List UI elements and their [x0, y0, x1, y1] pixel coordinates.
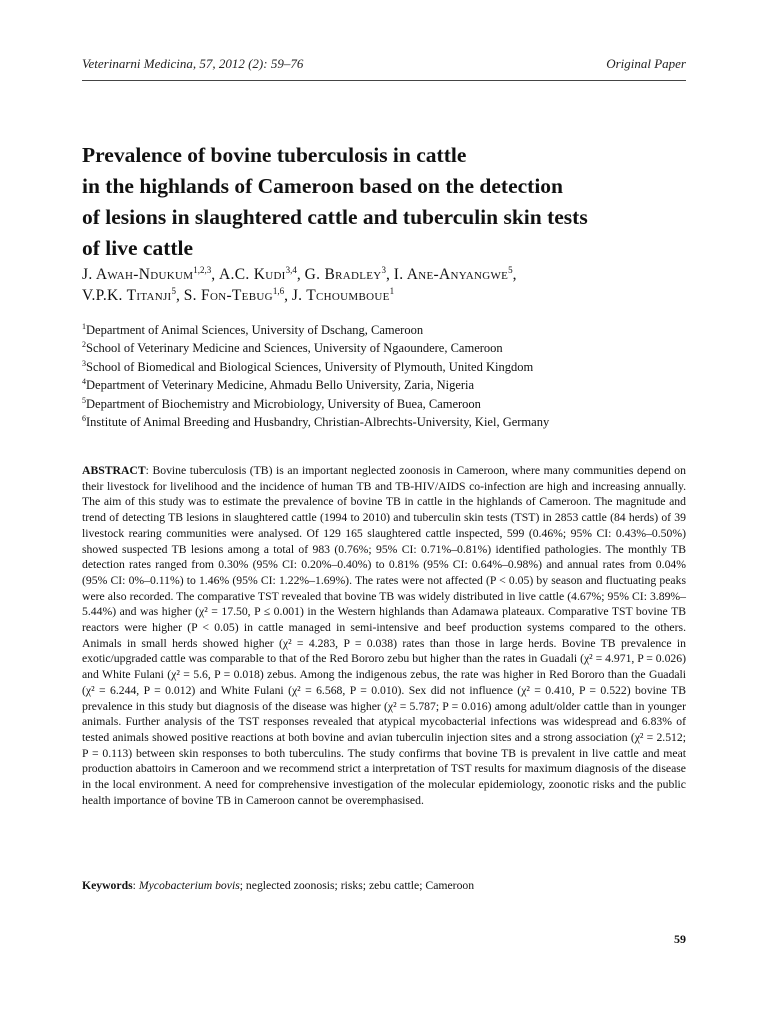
keywords-label: Keywords [82, 879, 133, 892]
affiliation-number: 3 [82, 358, 86, 368]
author-separator: , [386, 266, 394, 283]
affiliation-item [82, 395, 686, 413]
affiliation-text: School of Veterinary Medicine and Sciences, University of Ngaoundere, Cameroon [86, 341, 503, 356]
author-name: J. Tchoumboue [291, 287, 390, 304]
title-line: of live cattle [82, 236, 194, 260]
abstract-text: Bovine tuberculosis (TB) is an important neglected zoonosis in Cameroon, where many communities depend on their livestock for livelihood and the incidence of human TB and TB-HIV/AIDS co-infection are high and increasing annually. The aim of this study was to estimate the prevalence of bovine TB in cattle in the highlands of Cameroon. The magnitude and trend of detecting TB lesions in slaughtered cattle (1994 to 2010) and tuberculin skin tests (TST) in 2853 cattle (84 herds) of 39 livestock rearing communities were analysed. Of 129 165 slaughtered cattle inspected, 599 (0.46%; 95% CI: 0.43%–0.50%) showed suspected TB lesions among a total of 983 (0.76%; 95% CI: 0.71%–0.81%) identified pathologies. The monthly TB detection rates ranged from 0.30% (95% CI: 0.20%–0.40%) to 0.81% (95% CI: 0.64%–0.98%) and annual rates from 0.04% (95% CI: 0%–0.11%) to 1.46% (95% CI: 1.22%–1.69%). The rates were not affected (P < 0.05) by season and fluctuating peaks were also recorded. The comparative TST revealed that bovine TB was widely distributed in live cattle (4.67%; 95% CI: 3.89%–5.44%) and was higher (χ² = 17.50, P ≤ 0.001) in the Western highlands than Adamawa plateaux. Comparative TST bovine TB reactors were higher (P < 0.05) in cattle managed in semi-intensive and beef production systems compared to the others. Animals in small herds showed higher (χ² = 4.283, P = 0.038) rates than those in large herds. Bovine TB prevalence in exotic/upgraded cattle was comparable to that of the Red Bororo zebu but higher than the rates in Guadali (χ² = 4.971, P = 0.026) and White Fulani (χ² = 5.6, P = 0.018) zebus. Among the indigenous zebus, the rate was higher in Red Bororo than the Guadali (χ² = 6.244, P = 0.012) and White Fulani (χ² = 6.568, P = 0.010). Sex did not influence (χ² = 0.410, P = 0.522) bovine TB prevalence in this study but diagnosis of the disease was higher (χ² = 5.787; P = 0.016) among adult/older cattle than in younger animals. Further analysis of the TST responses revealed that atypical mycobacterial infections was widespread and 6.83% of tested animals showed positive reactions at both bovine and avian tuberculin injection sites and a strong association (χ² = 2.512; P = 0.113) between skin responses to both tuberculins. The study confirms that bovine TB is prevalent in live cattle and meat production abattoirs in Cameroon and we recommend strict a interpretation of TST results for maximum diagnosis of the disease in the local environment. A need for comprehensive investigation of the molecular epidemiology, zoonotic risks and the public health importance of bovine TB in Cameroon cannot be overemphasised. [82, 464, 686, 807]
title-line: of lesions in slaughtered cattle and tuberculin skin tests [82, 205, 588, 229]
author-separator: , [284, 287, 292, 304]
page-number: 59 [674, 932, 686, 946]
affiliation-text: Department of Veterinary Medicine, Ahmadu Bello University, Zaria, Nigeria [86, 378, 475, 393]
author-affiliation-marker: 3 [381, 264, 387, 275]
keywords: Keywords: Mycobacterium bovis; neglected zoonosis; risks; zebu cattle; Cameroon [82, 879, 475, 892]
author-affiliation-marker: 1,6 [272, 285, 285, 296]
author-name: I. Ane-Anyangwe [393, 266, 509, 283]
affiliation-number: 2 [82, 340, 86, 350]
affiliation-number: 5 [82, 395, 86, 405]
affiliation-item [82, 321, 686, 339]
article-type: Original Paper [606, 56, 686, 71]
author-name: S. Fon-Tebug [183, 287, 273, 304]
affiliation-text: School of Biomedical and Biological Sciences, University of Plymouth, United Kingdom [86, 359, 534, 374]
author-affiliation-marker: 5 [171, 285, 177, 296]
author-name: G. Bradley [304, 266, 382, 283]
author-name: A.C. Kudi [219, 266, 286, 283]
keyword-italic-term: Mycobacterium bovis [138, 879, 240, 892]
author-separator: , [211, 266, 220, 283]
author-line [82, 285, 686, 306]
author-affiliation-marker: 3,4 [285, 264, 297, 275]
affiliation-item [82, 376, 686, 394]
author-affiliation-marker: 1 [389, 285, 395, 296]
abstract: ABSTRACT: Bovine tuberculosis (TB) is an important neglected zoonosis in Cameroon, where many communities depend on their livestock for livelihood and the incidence of human TB and TB-HIV/AIDS co-infection are high and increasing annually. The aim of this study was to estimate the prevalence of bovine TB in cattle in the highlands of Cameroon. The magnitude and trend of detecting TB lesions in slaughtered cattle (1994 to 2010) and tuberculin skin tests (TST) in 2853 cattle (84 herds) of 39 livestock rearing communities were analysed. Of 129 165 slaughtered cattle inspected, 599 (0.46%; 95% CI: 0.43%–0.50%) showed suspected TB lesions among a total of 983 (0.76%; 95% CI: 0.71%–0.81%) identified pathologies. The monthly TB detection rates ranged from 0.30% (95% CI: 0.20%–0.40%) to 0.81% (95% CI: 0.64%–0.98%) and annual rates from 0.04% (95% CI: 0%–0.11%) to 1.46% (95% CI: 1.22%–1.69%). The rates were not affected (P < 0.05) by season and fluctuating peaks were also recorded. The comparative TST revealed that bovine TB was widely distributed in live cattle (4.67%; 95% CI: 3.89%–5.44%) and was higher (χ² = 17.50, P ≤ 0.001) in the Western highlands than Adamawa plateaux. Comparative TST bovine TB reactors were higher (P < 0.05) in cattle managed in semi-intensive and beef production systems compared to the others. Animals in small herds showed higher (χ² = 4.283, P = 0.038) rates than those in large herds. Bovine TB prevalence in exotic/upgraded cattle was comparable to that of the Red Bororo zebu but higher than the rates in Guadali (χ² = 4.971, P = 0.026) and White Fulani (χ² = 5.6, P = 0.018) zebus. Among the indigenous zebus, the rate was higher in Red Bororo than the Guadali (χ² = 6.244, P = 0.012) and White Fulani (χ² = 6.568, P = 0.010). Sex did not influence (χ² = 0.410, P = 0.522) bovine TB prevalence in this study but diagnosis of the disease was higher (χ² = 5.787; P = 0.016) among adult/older cattle than in younger animals. Further analysis of the TST responses revealed that atypical mycobacterial infections was widespread and 6.83% of tested animals showed positive reactions at both bovine and avian tuberculin injection sites and a strong association (χ² = 2.512; P = 0.113) between skin responses to both tuberculins. The study confirms that bovine TB is prevalent in live cattle and meat production abattoirs in Cameroon and we recommend strict a interpretation of TST results for maximum diagnosis of the disease in the local environment. A need for comprehensive investigation of the molecular epidemiology, zoonotic risks and the public health importance of bovine TB in Cameroon cannot be overemphasised. [82, 464, 686, 807]
affiliation-text: Department of Animal Sciences, University of Dschang, Cameroon [86, 323, 424, 337]
author-name: V.P.K. Titanji [82, 287, 172, 304]
affiliation-item [82, 358, 686, 376]
affiliation-item [82, 339, 686, 357]
running-header [82, 56, 686, 72]
affiliation-number: 1 [82, 321, 86, 331]
affiliation-list [82, 321, 686, 431]
affiliation-number: 6 [82, 413, 86, 423]
author-separator: , [176, 287, 184, 304]
author-list [82, 264, 686, 306]
header-divider [82, 80, 686, 81]
affiliation-text: Institute of Animal Breeding and Husbandry, Christian-Albrechts-University, Kiel, Germany [86, 415, 550, 430]
article-title [82, 140, 686, 264]
abstract-label: ABSTRACT [82, 464, 146, 477]
author-name: J. Awah-Ndukum [82, 266, 194, 283]
journal-reference: Veterinarni Medicina, 57, 2012 (2): 59–76 [82, 56, 304, 71]
keywords-text: ; neglected zoonosis; risks; zebu cattle; Cameroon [239, 879, 475, 892]
author-separator: , [296, 266, 305, 283]
affiliation-text: Department of Biochemistry and Microbiology, University of Buea, Cameroon [86, 396, 481, 411]
affiliation-number: 4 [82, 377, 86, 387]
title-line: in the highlands of Cameroon based on the detection [82, 174, 564, 198]
author-affiliation-marker: 5 [508, 264, 513, 275]
author-separator: , [512, 266, 517, 283]
author-line [82, 264, 686, 285]
title-line: Prevalence of bovine tuberculosis in cattle [82, 143, 467, 167]
author-affiliation-marker: 1,2,3 [193, 264, 212, 275]
affiliation-item [82, 413, 686, 431]
